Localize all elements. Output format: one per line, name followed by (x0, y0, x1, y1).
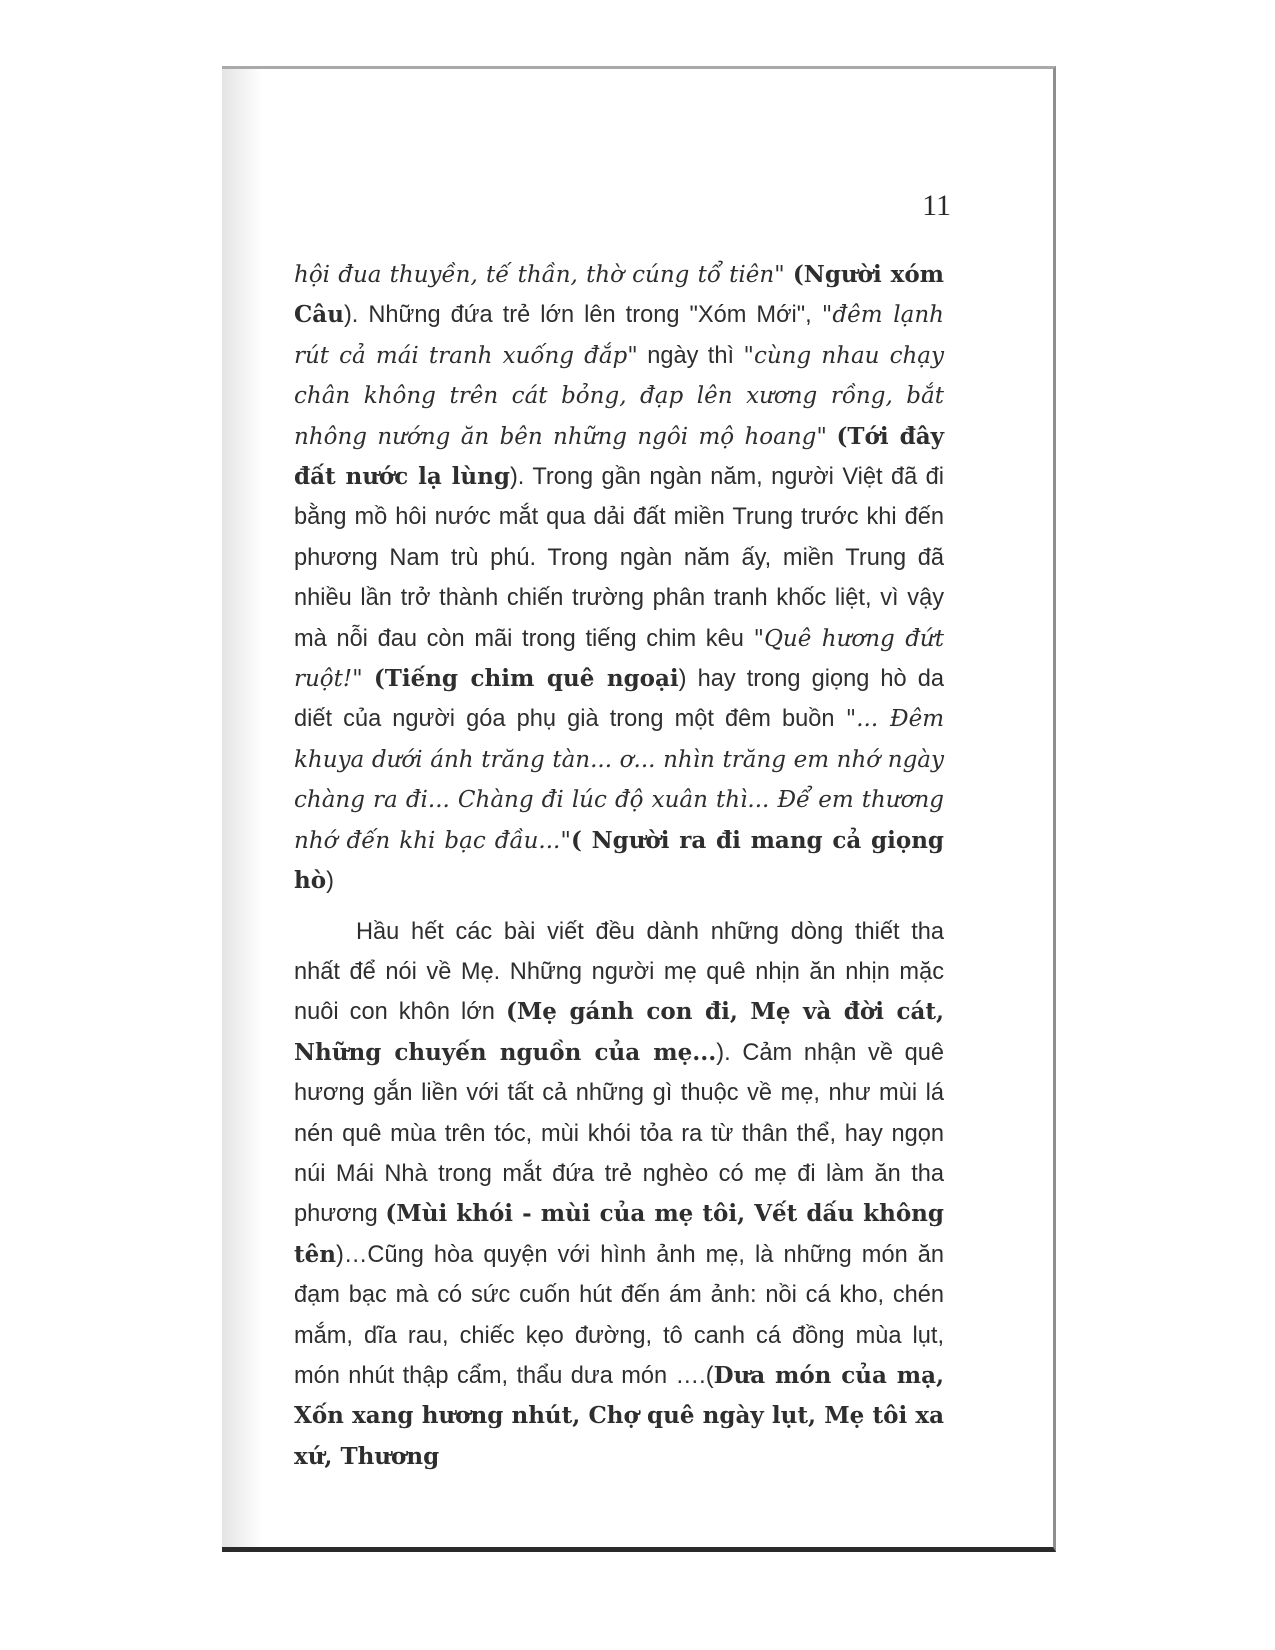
bold-title-run: (Tiếng chim quê ngoại (373, 665, 679, 693)
text-run: ). Những đứa trẻ lớn lên trong "Xóm Mới", (343, 302, 822, 329)
book-page (222, 66, 1056, 1552)
text-run (827, 424, 837, 450)
bold-title-run: Dưa món của mạ, Xốn xang hương nhút, Chợ quê ngày lụt, Mẹ tôi xa xứ, Thương (294, 1361, 944, 1470)
italic-quote-run: "... Đêm khuya dưới ánh trăng tàn... ơ... nhìn trăng em nhớ ngày chàng ra đi... Chàng đi lúc độ xuân thì... Để em thương nhớ đến khi bạc đầu..." (294, 706, 945, 854)
text-run: )…Cũng hòa quyện với hình ảnh mẹ, là những món ăn đạm bạc mà có sức cuốn hút đến ám ảnh: nồi cá kho, chén mắm, dĩa rau, chiếc kẹo đường, tô canh cá đồng mùa lụt, món nhút thập cẩm, thẩu dưa món ….( (294, 1241, 944, 1389)
page-number: 11 (922, 189, 951, 222)
text-run: ) hay trong giọng hò da diết của người góa phụ già trong một đêm buồn (294, 666, 944, 733)
page-body (294, 255, 944, 1477)
bold-title-run: (Người xóm Câu (294, 261, 944, 329)
italic-quote-run: "cùng nhau chạy chân không trên cát bỏng, đạp lên xương rồng, bắt nhông nướng ăn bên những ngôi mộ hoang" (294, 342, 945, 450)
italic-quote-run: hội đua thuyền, tế thần, thờ cúng tổ tiên" (294, 262, 793, 288)
text-run: ). Trong gần ngàn năm, người Việt đã đi bằng mồ hôi nước mắt qua dải đất miền Trung trước khi đến phương Nam trù phú. Trong ngàn năm ấy, miền Trung đã nhiều lần trở thành chiến trường phân tranh khốc liệt, vì vậy mà nỗi đau còn mãi trong tiếng chim kêu (294, 464, 945, 652)
bold-title-run: (Mẹ gánh con đi, Mẹ và đời cát, Những chuyến nguồn của mẹ... (294, 998, 944, 1066)
bold-title-run: ( Người ra đi mang cả giọng hò (294, 826, 944, 895)
text-run: ) (326, 868, 334, 895)
text-run: ngày thì (637, 342, 744, 369)
italic-quote-run: "Quê hương đứt ruột!" (294, 625, 944, 693)
text-run: Hầu hết các bài viết đều dành những dòng thiết tha nhất để nói về Mẹ. Những người mẹ quê nhịn ăn nhịn mặc nuôi con khôn lớn (294, 918, 944, 1026)
text-run (363, 666, 374, 692)
bold-title-run: (Tới đây đất nước lạ lùng (294, 422, 944, 491)
paragraph-1 (294, 255, 944, 902)
italic-quote-run: "đêm lạnh rút cả mái tranh xuống đắp" (294, 302, 944, 369)
paragraph-2 (294, 912, 944, 1478)
bold-title-run: (Mùi khói - mùi của mẹ tôi, Vết dấu không tên (294, 1200, 944, 1268)
text-run: ). Cảm nhận về quê hương gắn liền với tất cả những gì thuộc về mẹ, như mùi lá nén quê mùa trên tóc, mùi khói tỏa ra từ thân thể, hay ngọn núi Mái Nhà trong mắt đứa trẻ nghèo có mẹ đi làm ăn tha phương (294, 1039, 944, 1228)
